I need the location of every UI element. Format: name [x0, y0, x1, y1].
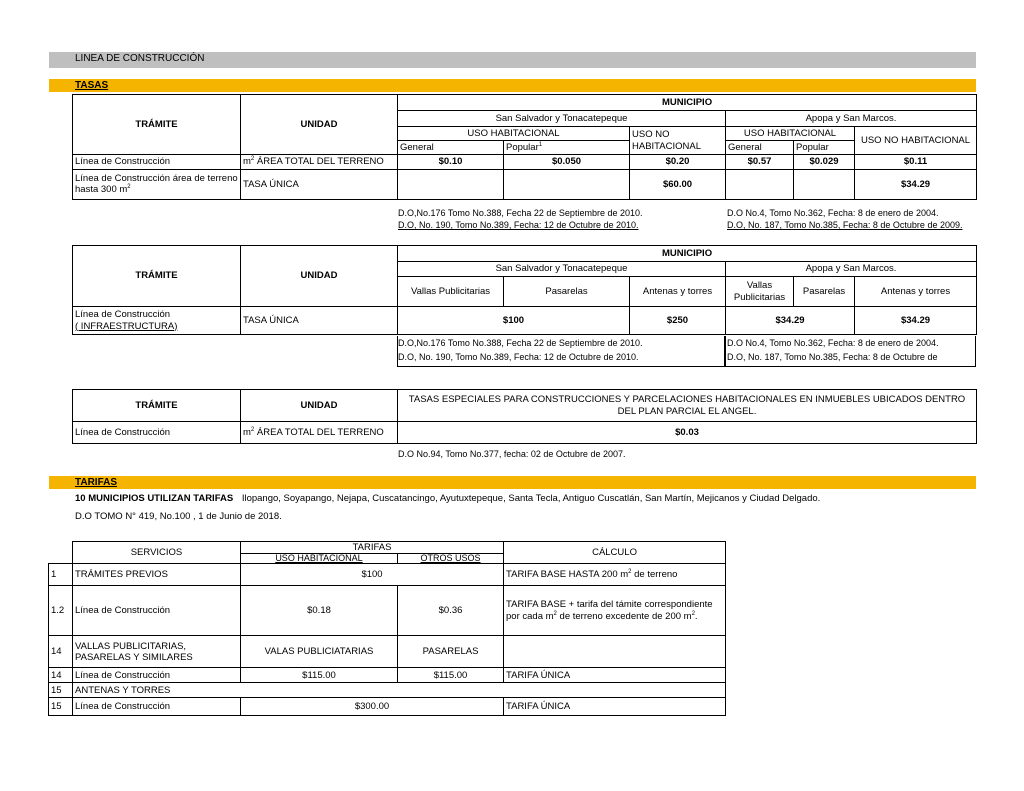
t2-note-b-2: D.O, No. 187, Tomo No.385, Fecha: 8 de Octubre de — [727, 352, 938, 362]
t2-note-a-2: D.O, No. 190, Tomo No.389, Fecha: 12 de Octubre de 2010. — [398, 352, 639, 362]
t1-row2-empty-2 — [504, 170, 630, 200]
tarifas-municipios-label: 10 MUNICIPIOS UTILIZAN TARIFAS — [75, 493, 234, 504]
t2-row-v6: $34.29 — [855, 307, 977, 335]
tf-row2-servicio: Línea de Construcción — [73, 586, 241, 636]
tasas-table-1 — [72, 94, 977, 200]
tasas-table-2 — [72, 245, 977, 335]
t3-note: D.O No.94, Tomo No.377, fecha: 02 de Octubre de 2007. — [398, 449, 626, 459]
t1-row1-tramite: Línea de Construcción — [73, 155, 241, 170]
tf-row5-num: 15 — [49, 683, 73, 698]
t2-notes-frame — [397, 336, 976, 367]
tf-row1-value: $100 — [241, 564, 504, 586]
t1-row1-v2: $0.050 — [504, 155, 630, 170]
t2-note-a-1: D.O,No.176 Tomo No.388, Fecha 22 de Septiembre de 2010. — [398, 338, 643, 348]
t2-h6: Antenas y torres — [855, 277, 977, 307]
t1-row2-empty-3 — [726, 170, 794, 200]
t2-municipio-header: MUNICIPIO — [398, 246, 977, 262]
tf-row3-otros: PASARELAS — [398, 636, 504, 668]
t2-group-b: Apopa y San Marcos. — [726, 262, 977, 277]
t2-unidad-header: UNIDAD — [241, 246, 398, 307]
t1-group-b: Apopa y San Marcos. — [726, 111, 977, 127]
tf-row6-calculo: TARIFA ÚNICA — [504, 698, 726, 716]
tf-otros-usos-header: OTROS USOS — [398, 554, 504, 564]
t3-header: TASAS ESPECIALES PARA CONSTRUCCIONES Y PARCELACIONES HABITACIONALES EN INMUEBLES UBICADOS DENTRO DEL PLAN PARCIAL EL ANGEL. — [398, 390, 977, 422]
tf-row4-hab: $115.00 — [241, 668, 398, 683]
t1-general-a: General — [398, 141, 504, 155]
t1-uso-hab-b: USO HABITACIONAL — [726, 127, 855, 141]
t2-notes-divider — [724, 336, 726, 367]
t2-tramite-header: TRÁMITE — [73, 246, 241, 307]
tf-row2-otros: $0.36 — [398, 586, 504, 636]
tf-row6-value: $300.00 — [241, 698, 504, 716]
section-title-bar — [49, 52, 976, 68]
t2-row-v45: $34.29 — [726, 307, 855, 335]
t1-municipio-header: MUNICIPIO — [398, 95, 977, 111]
t2-h1: Vallas Publicitarias — [398, 277, 504, 307]
t1-row1-unidad: $m^2$ ÁREA TOTAL DEL TERRENO — [241, 155, 398, 170]
tf-corner — [49, 542, 73, 564]
t2-h5: Pasarelas — [794, 277, 855, 307]
tarifas-municipios-line — [75, 493, 820, 504]
t2-row-v3: $250 — [630, 307, 726, 335]
t1-note-a-1: D.O,No.176 Tomo No.388, Fecha 22 de Septiembre de 2010. — [398, 208, 643, 218]
t2-row-tramite: Línea de Construcción ( INFRAESTRUCTURA) — [73, 307, 241, 335]
tf-row2-hab: $0.18 — [241, 586, 398, 636]
t1-uso-no-hab-b: USO NO HABITACIONAL — [855, 127, 977, 155]
tf-row3-calculo — [504, 636, 726, 668]
t3-row-value: $0.03 — [398, 422, 977, 444]
tf-tarifas-header: TARIFAS — [241, 542, 504, 554]
t1-uso-no-hab-a: USO NO HABITACIONAL — [630, 127, 726, 155]
tf-row4-num: 14 — [49, 668, 73, 683]
t2-h2: Pasarelas — [504, 277, 630, 307]
tf-row2-num: 1.2 — [49, 586, 73, 636]
t1-row1-v3: $0.20 — [630, 155, 726, 170]
tf-row4-otros: $115.00 — [398, 668, 504, 683]
t1-general-b: General — [726, 141, 794, 155]
tarifas-table — [48, 541, 726, 716]
t1-row2-v3: $60.00 — [630, 170, 726, 200]
tasas-heading: TASAS — [75, 80, 109, 91]
tarifas-do-ref: D.O TOMO N° 419, No.100 , 1 de Junio de 2018. — [75, 511, 282, 522]
tf-row2-calculo: TARIFA BASE + tarifa del támite correspondiente por cada $m^2$ de terreno excedente de 200 $m^2$. — [504, 586, 726, 636]
section-title: LINEA DE CONSTRUCCIÓN — [75, 53, 205, 64]
t2-row-unidad: TASA ÚNICA — [241, 307, 398, 335]
tf-row3-hab: VALAS PUBLICIATARIAS — [241, 636, 398, 668]
tf-row1-calculo: TARIFA BASE HASTA 200 $m^2$ de terreno — [504, 564, 726, 586]
t1-uso-hab-a: USO HABITACIONAL — [398, 127, 630, 141]
t1-note-a-2: D.O, No. 190, Tomo No.389, Fecha: 12 de Octubre de 2010. — [398, 220, 639, 230]
t3-row-tramite: Línea de Construcción — [73, 422, 241, 444]
t1-row2-v6: $34.29 — [855, 170, 977, 200]
tasas-heading-bar — [49, 79, 976, 92]
tf-row3-num: 14 — [49, 636, 73, 668]
t1-row1-v6: $0.11 — [855, 155, 977, 170]
tf-row6-servicio: Línea de Construcción — [73, 698, 241, 716]
tf-row1-num: 1 — [49, 564, 73, 586]
t1-row1-v5: $0.029 — [794, 155, 855, 170]
tf-uso-hab-header: USO HABITACIONAL — [241, 554, 398, 564]
t2-group-a: San Salvador y Tonacatepeque — [398, 262, 726, 277]
t1-unidad-header: UNIDAD — [241, 95, 398, 155]
t3-tramite-header: TRÁMITE — [73, 390, 241, 422]
t2-row-v12: $100 — [398, 307, 630, 335]
t2-note-b-1: D.O No.4, Tomo No.362, Fecha: 8 de enero de 2004. — [727, 338, 939, 348]
t1-row1-v1: $0.10 — [398, 155, 504, 170]
t1-group-a: San Salvador y Tonacatepeque — [398, 111, 726, 127]
t2-h3: Antenas y torres — [630, 277, 726, 307]
t1-row2-empty-4 — [794, 170, 855, 200]
tf-row1-servicio: TRÁMITES PREVIOS — [73, 564, 241, 586]
t2-h4: Vallas Publicitarias — [726, 277, 794, 307]
t1-popular-a: Popular$^1$ — [504, 141, 630, 155]
t1-row2-empty-1 — [398, 170, 504, 200]
tf-row3-servicio: VALLAS PUBLICITARIAS, PASARELAS Y SIMILARES — [73, 636, 241, 668]
tf-servicios-header: SERVICIOS — [73, 542, 241, 564]
t3-unidad-header: UNIDAD — [241, 390, 398, 422]
t1-tramite-header: TRÁMITE — [73, 95, 241, 155]
tf-row4-calculo: TARIFA ÚNICA — [504, 668, 726, 683]
t1-row2-unidad: TASA ÚNICA — [241, 170, 398, 200]
tf-row5-servicio: ANTENAS Y TORRES — [73, 683, 726, 698]
t1-note-b-1: D.O No.4, Tomo No.362, Fecha: 8 de enero de 2004. — [727, 208, 939, 218]
t3-row-unidad: $m^2$ ÁREA TOTAL DEL TERRENO — [241, 422, 398, 444]
tarifas-heading-bar — [49, 476, 976, 489]
tf-row4-servicio: Línea de Construcción — [73, 668, 241, 683]
tarifas-municipios-list: Ilopango, Soyapango, Nejapa, Cuscatancingo, Ayutuxtepeque, Santa Tecla, Antiguo Cuscatlán, San Martín, Mejicanos y Ciudad Delgado. — [241, 493, 821, 504]
tf-calculo-header: CÁLCULO — [504, 542, 726, 564]
t1-popular-b: Popular — [794, 141, 855, 155]
t1-note-b-2: D.O, No. 187, Tomo No.385, Fecha: 8 de Octubre de 2009. — [727, 220, 963, 230]
t1-row1-v4: $0.57 — [726, 155, 794, 170]
t1-row2-tramite: Línea de Construcción área de terreno hasta 300 $m^2$ — [73, 170, 241, 200]
tf-row6-num: 15 — [49, 698, 73, 716]
tasas-table-3 — [72, 389, 977, 444]
tarifas-heading: TARIFAS — [75, 477, 118, 488]
